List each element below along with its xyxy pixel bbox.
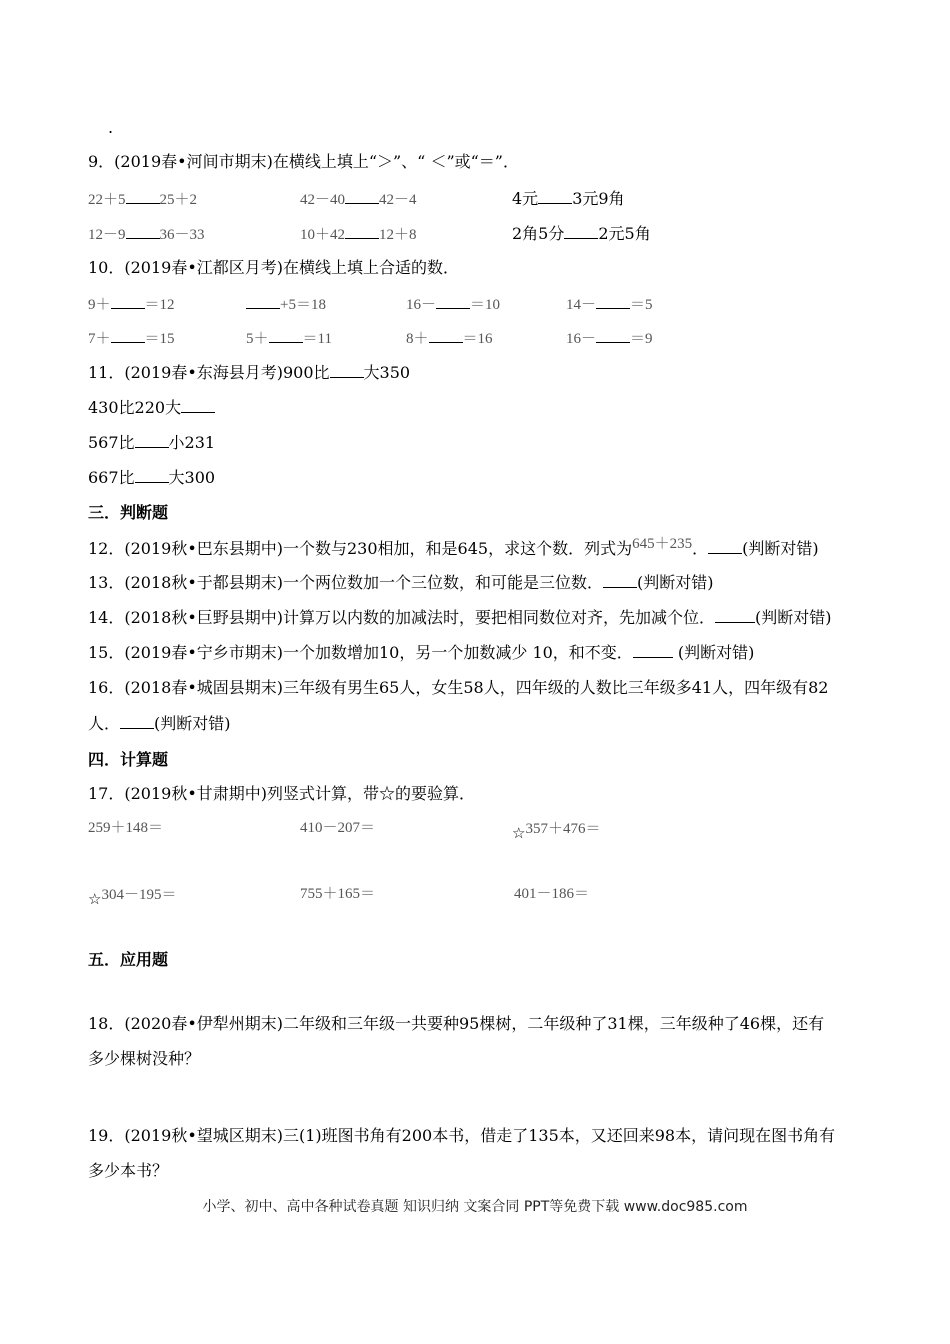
star-icon: ☆ (512, 824, 526, 842)
answer-blank[interactable] (345, 188, 379, 204)
q9-item: 4元 3元9角 (512, 189, 625, 208)
q11-line: 667比 大300 (88, 468, 216, 487)
q19-line: 19．(2019秋•望城区期末)三(1)班图书角有200本书，借走了135本，又还回来98本，请问现在图书角有 (88, 1126, 836, 1145)
q13-line: 13．(2018秋•于都县期末)一个两位数加一个三位数，和可能是三位数． (判断对错) (88, 573, 714, 592)
q9-item: 10＋42 12＋8 (300, 223, 417, 245)
answer-blank[interactable] (126, 188, 160, 204)
q10-item: 5＋ ＝11 (246, 327, 332, 349)
q17-title: 17．(2019秋•甘肃期中)列竖式计算，带☆的要验算． (88, 784, 476, 803)
answer-blank[interactable] (126, 223, 160, 239)
page-footer: 小学、初中、高中各种试卷真题 知识归纳 文案合同 PPT等免费下载 www.doc985.com (202, 1199, 748, 1215)
q16-line: 人． (判断对错) (88, 714, 231, 733)
q11-line: 430比220大 (88, 397, 215, 418)
calc-item: ☆357＋476＝ (512, 821, 601, 842)
answer-blank[interactable] (603, 572, 637, 588)
q9-item: 2角5分 2元5角 (512, 224, 651, 243)
q14-line: 14．(2018秋•巨野县期中)计算万以内数的加减法时，要把相同数位对齐，先加减个位． (判断对错) (88, 608, 832, 627)
q10-title: 10．(2019春•江都区月考)在横线上填上合适的数． (88, 258, 460, 277)
calc-item: 755＋165＝ (300, 886, 376, 902)
answer-blank[interactable] (111, 293, 145, 309)
answer-blank[interactable] (135, 467, 169, 483)
q9-item: 42－40 42－4 (300, 188, 417, 210)
answer-blank[interactable] (269, 327, 303, 343)
answer-blank[interactable] (120, 713, 154, 729)
section-title: 五．应用题 (88, 950, 169, 969)
q10-item: +5＝18 (246, 293, 326, 315)
calc-item: 401－186＝ (514, 886, 590, 902)
answer-blank[interactable] (181, 397, 215, 413)
q10-item: 9＋ ＝12 (88, 293, 175, 315)
q10-item: 14－ ＝5 (566, 293, 653, 315)
answer-blank[interactable] (345, 223, 379, 239)
answer-blank[interactable] (538, 188, 572, 204)
q18-line: 18．(2020春•伊犁州期末)二年级和三年级一共要种95棵树，二年级种了31棵，三年级种了46棵，还有 (88, 1014, 825, 1033)
q9-item: 12－9 36－33 (88, 223, 205, 245)
answer-blank[interactable] (135, 432, 169, 448)
calc-item: ☆304－195＝ (88, 887, 177, 908)
q10-item: 8＋ ＝16 (406, 327, 493, 349)
q19-line: 多少本书？ (88, 1161, 169, 1180)
q9-item: 22＋5 25＋2 (88, 188, 197, 210)
q10-item: 7＋ ＝15 (88, 327, 175, 349)
q16-line: 16．(2018春•城固县期末)三年级有男生65人，女生58人，四年级的人数比三年级多41人，四年级有82 (88, 678, 829, 697)
q10-item: 16－ ＝10 (406, 293, 500, 315)
calc-item: 410－207＝ (300, 820, 376, 836)
answer-blank[interactable] (596, 293, 630, 309)
q15-line: 15．(2019春•宁乡市期末)一个加数增加10，另一个加数减少 10，和不变． (判断对错) (88, 643, 755, 662)
answer-blank[interactable] (330, 362, 364, 378)
q9-title: 9．(2019春•河间市期末)在横线上填上“＞”、“ ＜”或“＝”． (88, 152, 519, 171)
section-title: 三．判断题 (88, 503, 169, 522)
answer-blank[interactable] (429, 327, 463, 343)
star-icon: ☆ (88, 890, 102, 908)
answer-blank[interactable] (708, 538, 742, 554)
q10-item: 16－ ＝9 (566, 327, 653, 349)
answer-blank[interactable] (633, 642, 673, 658)
answer-blank[interactable] (111, 327, 145, 343)
answer-blank[interactable] (564, 223, 598, 239)
section-title: 四．计算题 (88, 750, 169, 769)
q11-line: 567比 小231 (88, 433, 216, 452)
calc-item: 259＋148＝ (88, 820, 164, 836)
answer-blank[interactable] (715, 607, 755, 623)
stray-dot: . (108, 118, 114, 137)
answer-blank[interactable] (246, 293, 280, 309)
answer-blank[interactable] (436, 293, 470, 309)
q12-line: 12．(2019秋•巴东县期中)一个数与230相加，和是645，求这个数．列式为645＋235． (判断对错) (88, 536, 819, 558)
q18-line: 多少棵树没种？ (88, 1049, 201, 1068)
q11-line: 11．(2019春•东海县月考)900比 大350 (88, 363, 411, 382)
answer-blank[interactable] (596, 327, 630, 343)
